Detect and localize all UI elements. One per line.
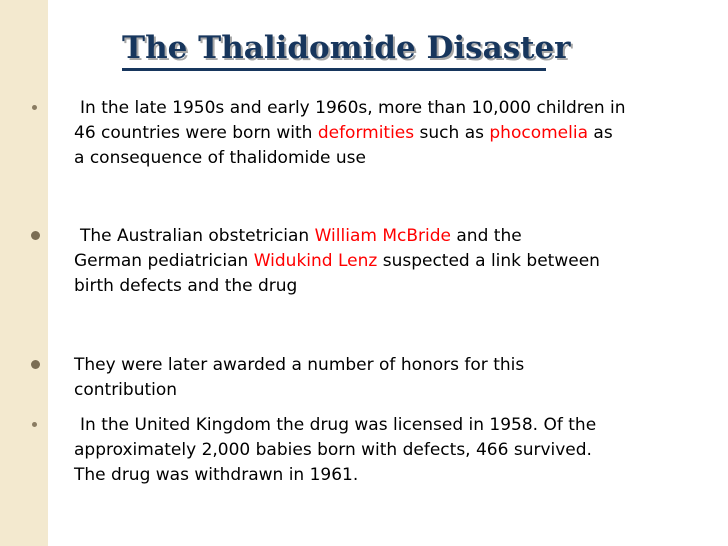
bullet-line xyxy=(74,224,724,249)
bullet-text xyxy=(74,353,724,403)
text-run: In the late 1950s and early 1960s, more than 10,000 children in xyxy=(80,98,626,118)
bullet-line xyxy=(74,274,724,299)
bullet-list xyxy=(0,96,728,536)
bullet-line xyxy=(74,353,724,378)
text-run: approximately 2,000 babies born with defects, 466 survived. xyxy=(74,440,592,460)
bullet-line xyxy=(74,413,724,438)
bullet-line xyxy=(74,96,724,121)
bullet-text xyxy=(74,413,724,488)
text-run: suspected a link between xyxy=(377,251,600,271)
text-run: birth defects and the drug xyxy=(74,276,298,296)
highlighted-term: phocomelia xyxy=(489,123,588,143)
bullet-text xyxy=(74,96,724,171)
highlighted-term: deformities xyxy=(317,123,415,143)
text-run: and the xyxy=(456,226,522,246)
text-run: a consequence of thalidomide use xyxy=(74,148,366,168)
text-run: such as xyxy=(414,123,490,143)
bullet-dot-icon xyxy=(32,422,37,427)
title-underline xyxy=(122,68,546,71)
text-run: They were later awarded a number of honors for this xyxy=(74,355,525,375)
bullet-line xyxy=(74,146,724,171)
bullet-line xyxy=(74,438,724,463)
bullet-line xyxy=(74,463,724,488)
bullet-dot-icon xyxy=(31,360,40,369)
slide-title: The Thalidomide Disaster xyxy=(122,30,571,66)
bullet-line xyxy=(74,378,724,403)
highlighted-term: William McBride xyxy=(314,226,457,246)
bullet-text xyxy=(74,224,724,299)
bullet-dot-icon xyxy=(32,105,37,110)
text-run: In the United Kingdom the drug was licensed in 1958. Of the xyxy=(80,415,597,435)
title-block xyxy=(122,28,642,78)
text-run: The drug was withdrawn in 1961. xyxy=(74,465,359,485)
text-run: The Australian obstetrician xyxy=(80,226,315,246)
bullet-dot-icon xyxy=(31,231,40,240)
text-run: contribution xyxy=(74,380,178,400)
text-run: German pediatrician xyxy=(74,251,254,271)
text-run: 46 countries were born with xyxy=(74,123,318,143)
bullet-line xyxy=(74,121,724,146)
highlighted-term: Widukind Lenz xyxy=(253,251,378,271)
bullet-line xyxy=(74,249,724,274)
text-run: as xyxy=(588,123,613,143)
